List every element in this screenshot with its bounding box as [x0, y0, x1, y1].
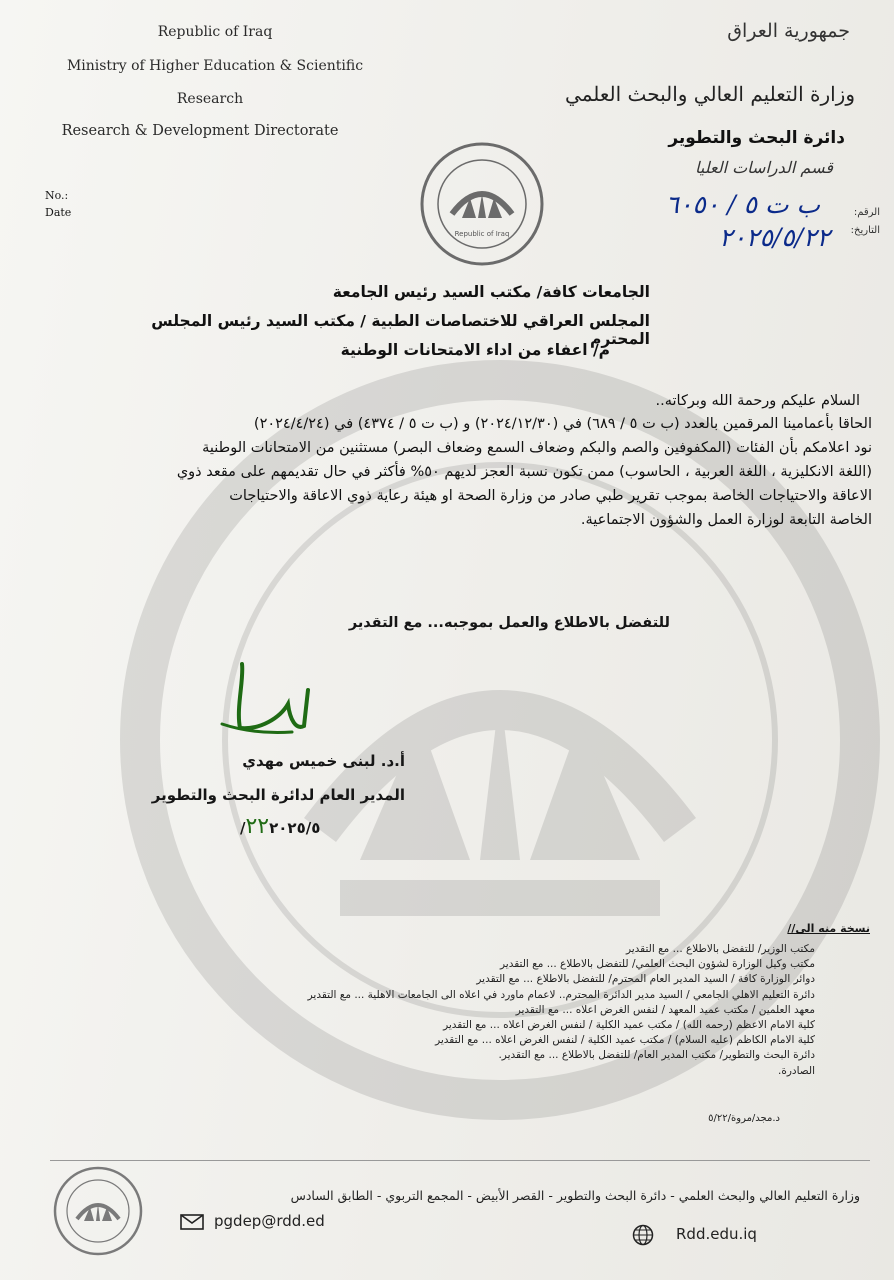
- seal-stamp: [418, 140, 546, 268]
- body-line-3: (اللغة الانكليزية ، اللغة العربية ، الحاسوب) ممن تكون نسبة العجز لديهم ٥٠% فأكثر في حال تقديمهم على مقعد ذوي: [176, 464, 872, 480]
- body-line-5: الخاصة التابعة لوزارة العمل والشؤون الاجتماعية.: [580, 512, 872, 528]
- signatory-name: أ.د. لبنى خميس مهدي: [242, 752, 405, 770]
- copies-item: مكتب وكيل الوزارة لشؤون البحث العلمي/ للتفضل بالاطلاع ... مع التقدير: [500, 958, 815, 971]
- body-line-4: الاعاقة والاحتياجات الخاصة بموجب تقرير طبي صادر من وزارة الصحة او هيئة رعاية ذوي الاعاقة والاحتياجات: [229, 488, 872, 504]
- handwritten-date: ٢٠٢٥/٥/٢٢: [719, 223, 830, 252]
- header-date-label: Date: [45, 206, 72, 219]
- copies-list: [250, 942, 815, 1079]
- globe-icon: [632, 1224, 654, 1246]
- copies-ref: د.مجد/مروة/٥/٢٢: [708, 1113, 780, 1124]
- copies-item: معهد العلمين / مكتب عميد المعهد / لنفس الغرض اعلاه ... مع التقدير: [515, 1003, 815, 1016]
- header-ar-ministry: وزارة التعليم العالي والبحث العلمي: [565, 82, 855, 106]
- handwritten-number: ب ت ٥ / ٦٠٥٠: [665, 190, 820, 219]
- header-ar-section: قسم الدراسات العليا: [694, 158, 833, 177]
- signature-mark: [200, 660, 320, 740]
- body-paragraph: [60, 412, 872, 532]
- copies-item: دائرة البحث والتطوير/ مكتب المدير العام/ للتفضل بالاطلاع ... مع التقدير.: [498, 1049, 815, 1062]
- closing-line: للتفضل بالاطلاع والعمل بموجبه... مع التقدير: [348, 615, 670, 631]
- signature-date: [240, 814, 360, 839]
- seal-label: Republic of Iraq: [454, 230, 510, 238]
- header-en-republic: Republic of Iraq: [157, 24, 273, 40]
- footer-email[interactable]: pgdep@rdd.ed: [214, 1212, 325, 1230]
- copies-item: مكتب الوزير/ للتفضل بالاطلاع ... مع التقدير: [625, 943, 815, 955]
- header-ar-date-label: التاريخ:: [850, 225, 880, 236]
- subject-line: م/ اعفاء من اداء الامتحانات الوطنية: [340, 341, 610, 359]
- signature-date-printed: ٢٠٢٥/٥/: [240, 819, 321, 837]
- body-line-2: نود اعلامكم بأن الفئات (المكفوفين والصم والبكم وضعاف السمع وضعاف البصر) مستثنين من الامتحانات الوطنية: [202, 440, 872, 456]
- signature-date-handwritten: ٢٢: [245, 814, 270, 839]
- copies-item: الصادرة.: [777, 1064, 815, 1077]
- copies-item: كلية الامام الاعظم (رحمه الله) / مكتب عميد الكلية / لنفس الغرض اعلاه ... مع التقدير: [443, 1019, 815, 1032]
- footer-divider: [50, 1160, 870, 1161]
- header-en-directorate: Research & Development Directorate: [61, 123, 339, 139]
- addressee-line2: المجلس العراقي للاختصاصات الطبية / مكتب السيد رئيس المجلس المحترم: [151, 312, 650, 348]
- greeting: السلام عليكم ورحمة الله وبركاته..: [655, 393, 860, 409]
- header-ar-republic: جمهورية العراق: [727, 20, 850, 42]
- body-line-1: الحاقا بأعمامينا المرقمين بالعدد (ب ت ٥ / ٦٨٩) في (٢٠٢٤/١٢/٣٠) و (ب ت ٥ / ٤٣٧٤) في (٢٠٢٤/٤/٢٤): [253, 416, 872, 432]
- header-en-ministry-line2: Research: [176, 91, 244, 107]
- copies-heading: نسخة منه الى//: [787, 922, 870, 935]
- signatory-title: المدير العام لدائرة البحث والتطوير: [151, 786, 405, 804]
- header-ar-number-label: الرقم:: [853, 207, 880, 218]
- copies-item: دوائر الوزارة كافة / السيد المدير العام المحترم/ للتفضل بالاطلاع ... مع التقدير: [476, 973, 815, 986]
- footer-seal: [52, 1165, 144, 1257]
- addressee-line1: الجامعات كافة/ مكتب السيد رئيس الجامعة: [332, 283, 650, 301]
- header-no-label: No.:: [45, 189, 69, 202]
- footer-website[interactable]: Rdd.edu.iq: [676, 1225, 757, 1243]
- header-en-ministry-line1: Ministry of Higher Education & Scientific: [66, 58, 364, 74]
- copies-item: دائرة التعليم الاهلي الجامعي / السيد مدير الدائرة المحترم.. لاعمام ماورد في اعلاه الى الجامعات الاهلية ... مع التقدير: [307, 988, 815, 1001]
- copies-item: كلية الامام الكاظم (عليه السلام) / مكتب عميد الكلية / لنفس الغرض اعلاه ... مع التقدير: [435, 1034, 815, 1047]
- envelope-icon: [180, 1214, 204, 1230]
- footer-address: وزارة التعليم العالي والبحث العلمي - دائرة البحث والتطوير - القصر الأبيض - المجمع التربوي - الطابق السادس: [290, 1188, 860, 1203]
- header-ar-directorate: دائرة البحث والتطوير: [668, 128, 845, 148]
